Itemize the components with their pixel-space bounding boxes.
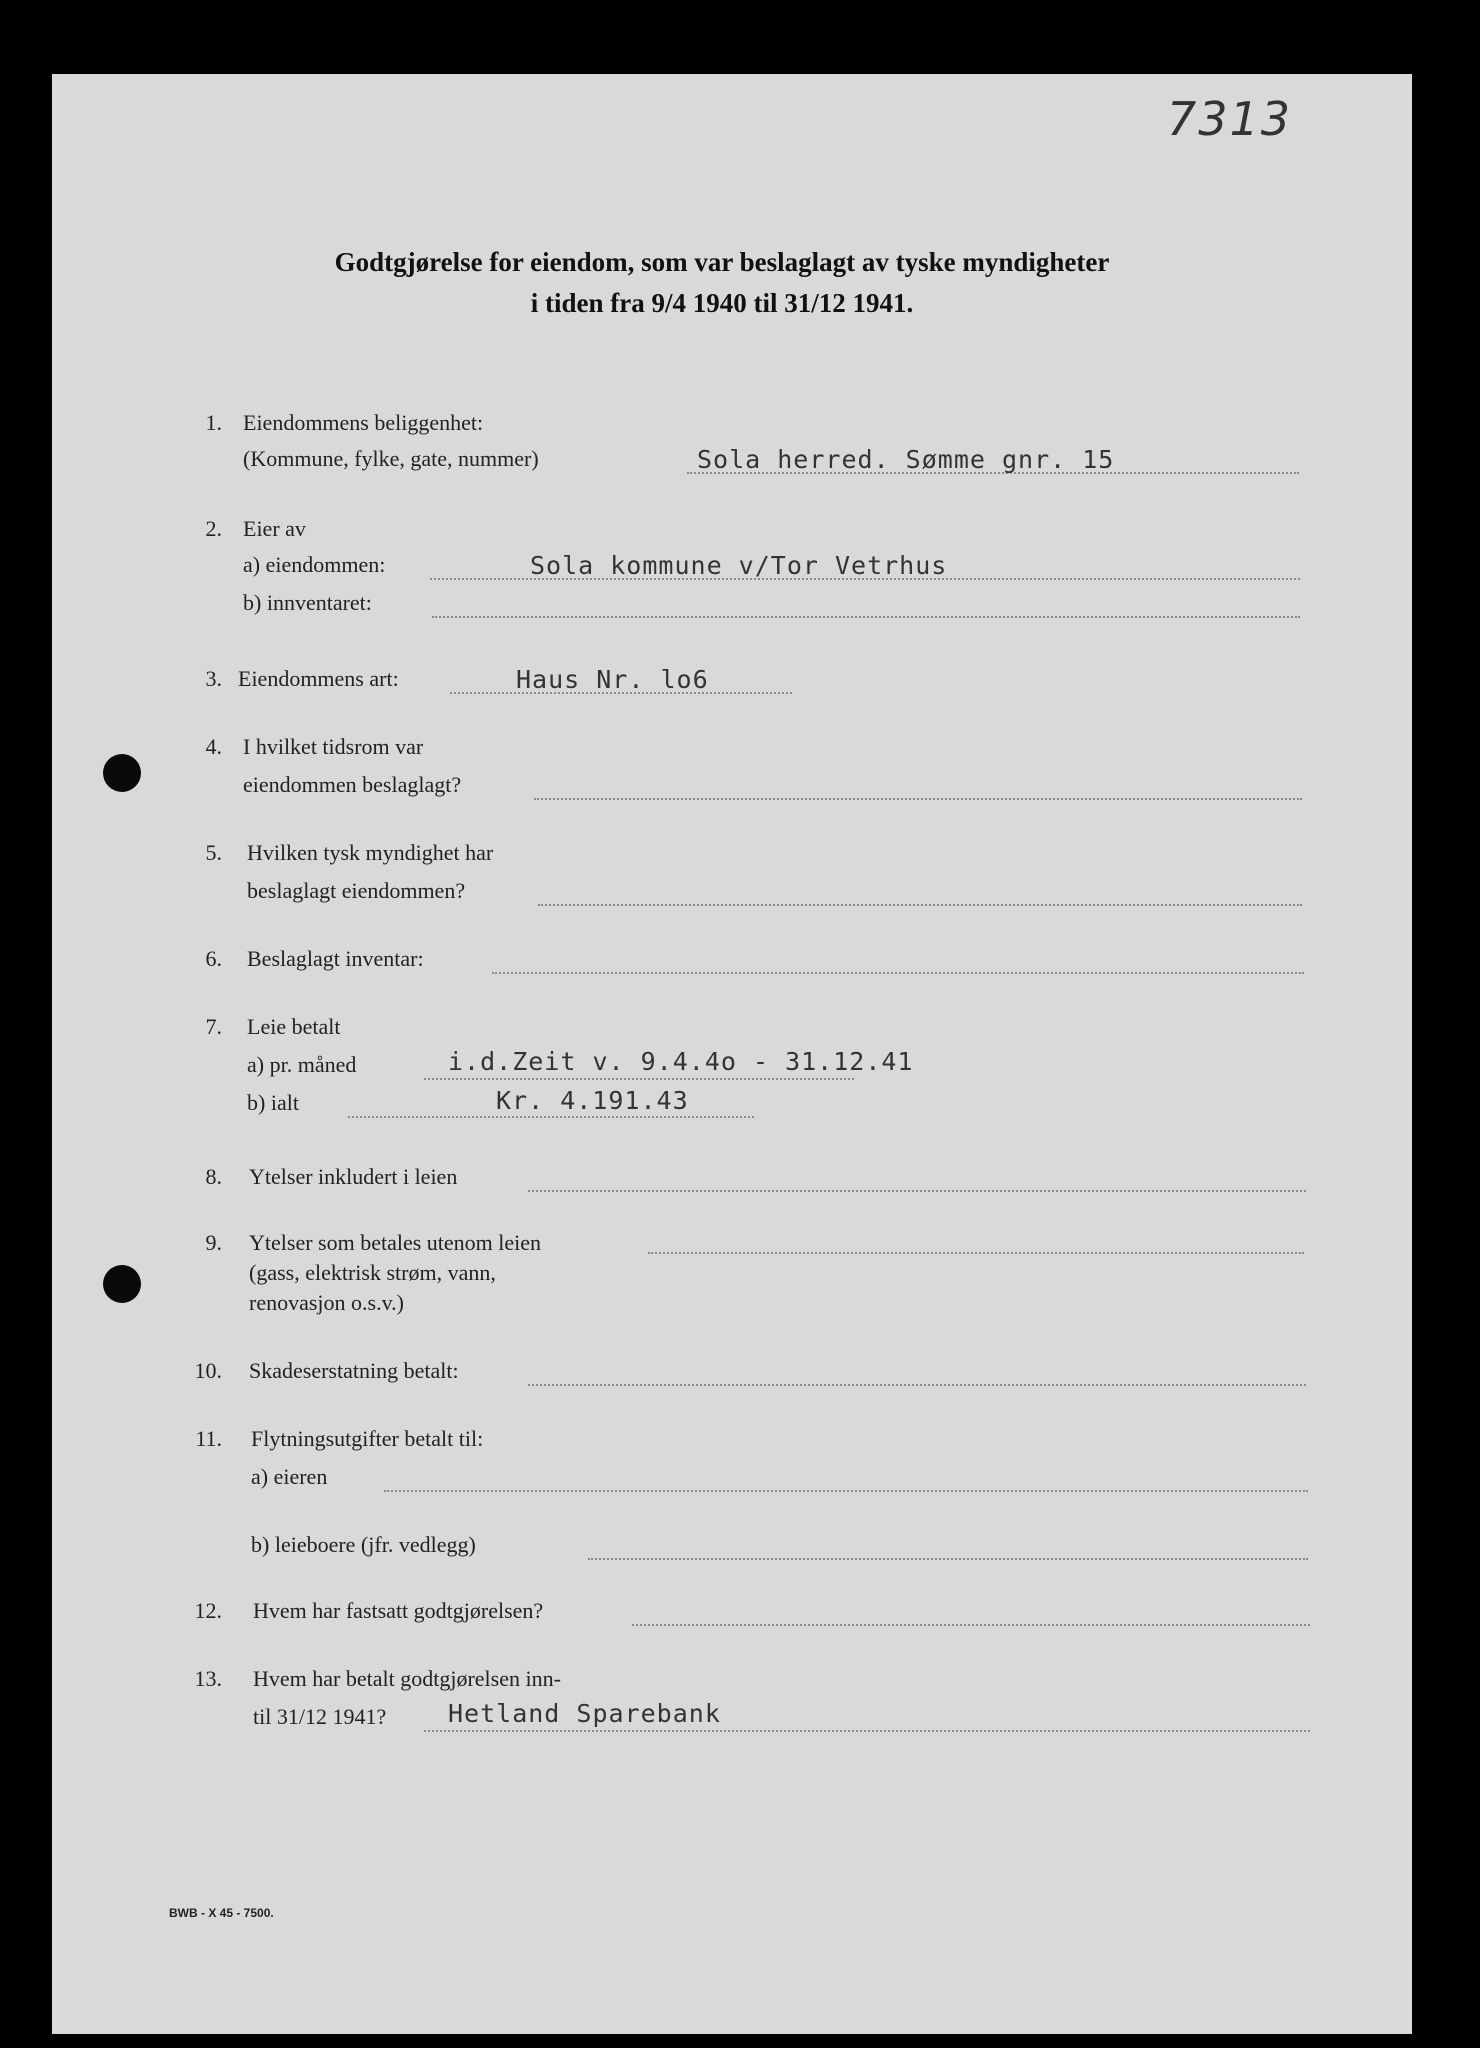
- punch-hole-lower: [103, 1265, 141, 1303]
- item-4-sublabel: eiendommen beslaglagt?: [243, 772, 462, 797]
- item-12-number: 12.: [194, 1598, 222, 1623]
- form-page: [52, 74, 1412, 2034]
- item-11b-fill-line: [588, 1558, 1308, 1560]
- item-7-label: Leie betalt: [247, 1014, 341, 1039]
- item-7a-value: i.d.Zeit v. 9.4.4o - 31.12.41: [448, 1047, 914, 1076]
- form-title: [52, 242, 1392, 324]
- item-10-number: 10.: [194, 1358, 222, 1383]
- item-11-label: Flytningsutgifter betalt til:: [251, 1426, 484, 1451]
- item-2b-fill-line: [432, 616, 1300, 618]
- item-13-label: Hvem har betalt godtgjørelsen inn-: [253, 1666, 561, 1691]
- item-1-value: Sola herred. Sømme gnr. 15: [697, 445, 1115, 474]
- item-11b-label: b) leieboere (jfr. vedlegg): [251, 1532, 476, 1557]
- item-6-number: 6.: [205, 946, 222, 971]
- item-1-number: 1.: [205, 410, 222, 435]
- item-13-value: Hetland Sparebank: [448, 1699, 721, 1728]
- item-6-label: Beslaglagt inventar:: [247, 946, 424, 971]
- item-4-label: I hvilket tidsrom var: [243, 734, 424, 759]
- item-11a-label: a) eieren: [251, 1464, 328, 1489]
- item-5-fill-line: [538, 904, 1302, 906]
- item-11-number: 11.: [195, 1426, 222, 1451]
- item-7b-label: b) ialt: [247, 1090, 299, 1115]
- item-1-sublabel: (Kommune, fylke, gate, nummer): [243, 446, 539, 471]
- item-3-number: 3.: [205, 666, 222, 691]
- punch-hole-upper: [103, 754, 141, 792]
- item-3-label: Eiendommens art:: [238, 666, 399, 691]
- item-7a-label: a) pr. måned: [247, 1052, 357, 1077]
- item-7b-value: Kr. 4.191.43: [496, 1086, 689, 1115]
- item-2b-label: b) innventaret:: [243, 590, 372, 615]
- item-7a-fill-line: [424, 1078, 854, 1080]
- item-8-label: Ytelser inkludert i leien: [249, 1164, 458, 1189]
- item-1-label: Eiendommens beliggenhet:: [243, 410, 484, 435]
- item-6-fill-line: [492, 972, 1304, 974]
- title-line-1: Godtgjørelse for eiendom, som var beslaglagt av tyske myndigheter: [334, 247, 1110, 277]
- item-2-number: 2.: [205, 516, 222, 541]
- archive-number: 7313: [1167, 92, 1293, 146]
- item-2a-value: Sola kommune v/Tor Vetrhus: [530, 551, 948, 580]
- item-9-sublabel-2: renovasjon o.s.v.): [249, 1290, 404, 1315]
- item-5-sublabel: beslaglagt eiendommen?: [247, 878, 466, 903]
- item-13-number: 13.: [194, 1666, 222, 1691]
- item-4-fill-line: [534, 798, 1302, 800]
- item-9-fill-line: [648, 1252, 1304, 1254]
- item-9-sublabel-1: (gass, elektrisk strøm, vann,: [249, 1260, 496, 1285]
- item-10-fill-line: [528, 1384, 1306, 1386]
- item-2a-label: a) eiendommen:: [243, 552, 386, 577]
- item-13-sublabel: til 31/12 1941?: [253, 1704, 387, 1729]
- item-12-fill-line: [632, 1624, 1310, 1626]
- item-8-fill-line: [528, 1190, 1306, 1192]
- item-5-number: 5.: [205, 840, 222, 865]
- item-2-label: Eier av: [243, 516, 306, 541]
- item-4-number: 4.: [205, 734, 222, 759]
- item-11a-fill-line: [384, 1490, 1308, 1492]
- item-7b-fill-line: [348, 1116, 754, 1118]
- item-8-number: 8.: [205, 1164, 222, 1189]
- item-13-fill-line: [424, 1730, 1310, 1732]
- item-9-label: Ytelser som betales utenom leien: [249, 1230, 542, 1255]
- item-5-label: Hvilken tysk myndighet har: [247, 840, 494, 865]
- item-9-number: 9.: [205, 1230, 222, 1255]
- item-7-number: 7.: [205, 1014, 222, 1039]
- print-code: BWB - X 45 - 7500.: [169, 1906, 274, 1920]
- item-3-value: Haus Nr. lo6: [516, 665, 709, 694]
- item-10-label: Skadeserstatning betalt:: [249, 1358, 459, 1383]
- title-line-2: i tiden fra 9/4 1940 til 31/12 1941.: [530, 288, 914, 318]
- item-12-label: Hvem har fastsatt godtgjørelsen?: [253, 1598, 544, 1623]
